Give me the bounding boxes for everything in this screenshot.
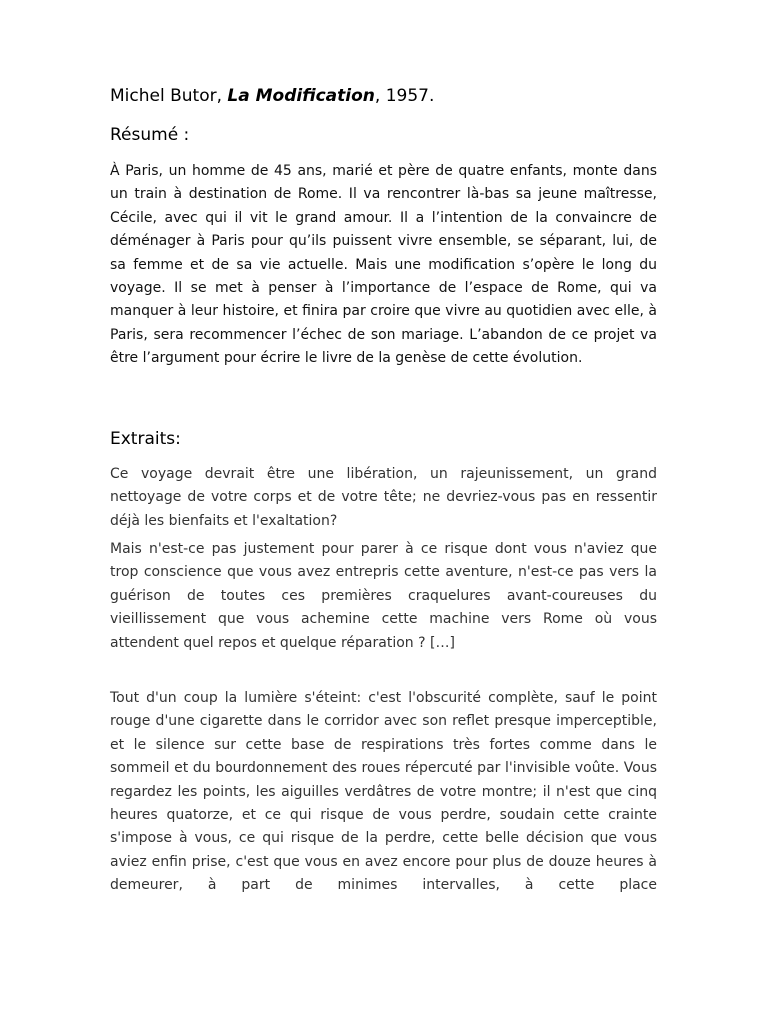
resume-heading: Résumé : bbox=[110, 125, 190, 145]
extraits-heading: Extraits: bbox=[110, 429, 181, 449]
title-year: , 1957. bbox=[374, 86, 435, 106]
extract-paragraph-2: Mais n'est-ce pas justement pour parer à ce risque dont vous n'aviez que trop conscience que vous avez entrepris cette aventure, n'est-ce pas vers la guérison de toutes ces premières craquelures avant-coureuses du vieillissement que vous achemine cette machine vers Rome où vous attendent quel repos et quelque réparation ? […] bbox=[110, 541, 657, 651]
title-book: La Modification bbox=[227, 86, 375, 106]
extract-paragraph-1: Ce voyage devrait être une libération, un rajeunissement, un grand nettoyage de votre corps et de votre tête; ne devriez-vous pas en ressentir déjà les bienfaits et l'exaltation? bbox=[110, 466, 657, 529]
extract-paragraph-3: Tout d'un coup la lumière s'éteint: c'est l'obscurité complète, sauf le point rouge d'une cigarette dans le corridor avec son reflet presque imperceptible, et le silence sur cette base de respirations très fortes comme dans le sommeil et du bourdonnement des roues répercuté par l'invisible voûte. Vous regardez les points, les aiguilles verdâtres de votre montre; il n'est que cinq heures quatorze, et ce qui risque de vous perdre, soudain cette crainte s'impose à vous, ce qui risque de la perdre, cette belle décision que vous aviez enfin prise, c'est que vous en avez encore pour plus de douze heures à demeurer, à part de minimes intervalles, à cette place bbox=[110, 690, 657, 894]
summary-paragraph: À Paris, un homme de 45 ans, marié et père de quatre enfants, monte dans un train à destination de Rome. Il va rencontrer là-bas sa jeune maîtresse, Cécile, avec qui il vit le grand amour. Il a l’intention de la convaincre de déménager à Paris pour qu’ils puissent vivre ensemble, se séparant, lui, de sa femme et de sa vie actuelle. Mais une modification s’opère le long du voyage. Il se met à penser à l’importance de l’espace de Rome, qui va manquer à leur histoire, et finira par croire que vivre au quotidien avec elle, à Paris, sera recommencer l’échec de son mariage. L’abandon de ce projet va être l’argument pour écrire le livre de la genèse de cette évolution. bbox=[110, 163, 657, 367]
title-author: Michel Butor, bbox=[110, 86, 228, 106]
document-title bbox=[110, 85, 434, 107]
